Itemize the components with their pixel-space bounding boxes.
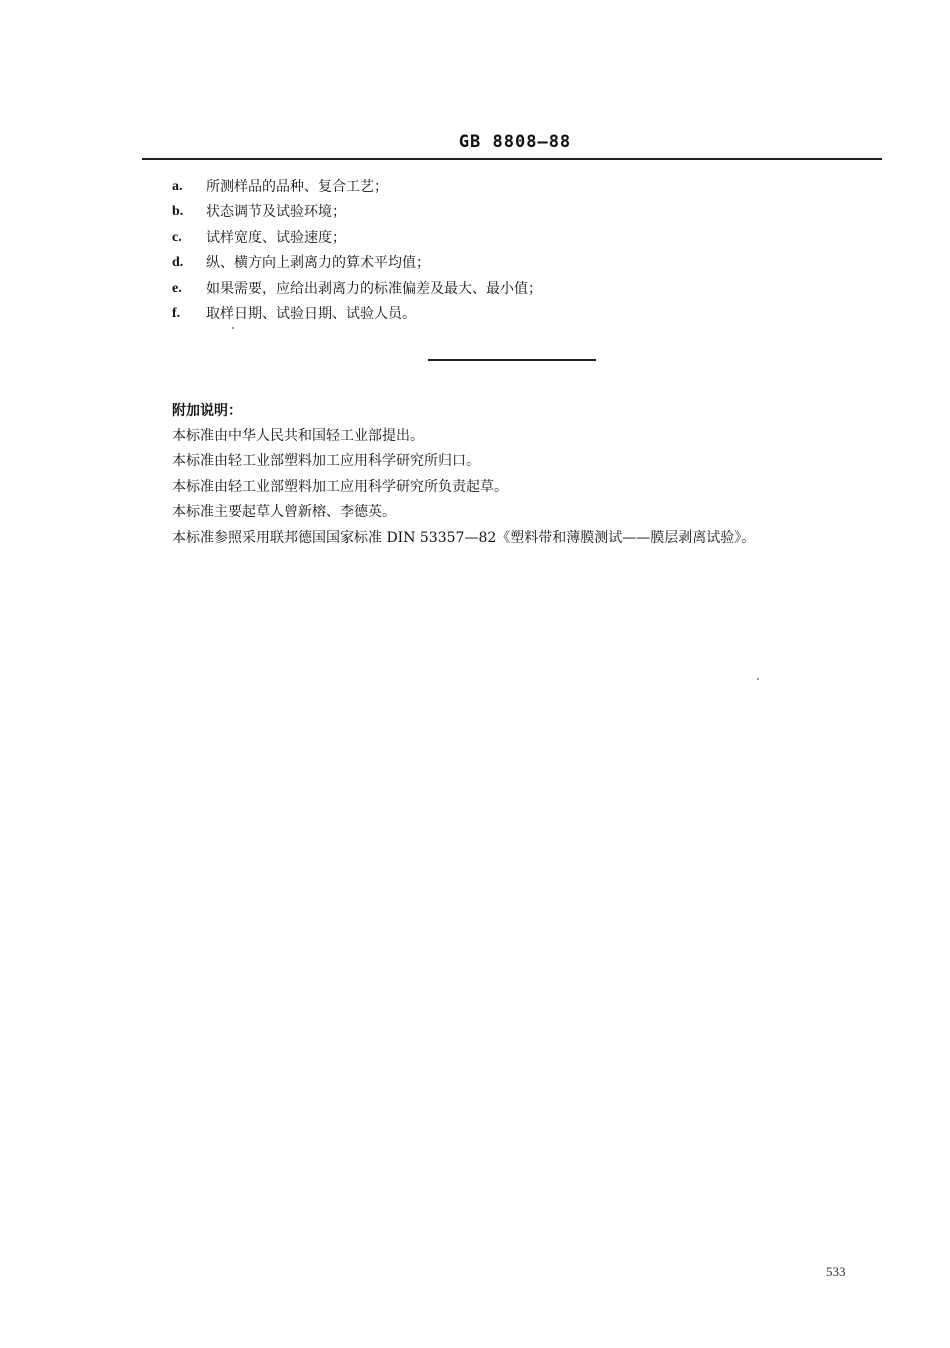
section-separator (428, 359, 596, 361)
item-text: 纵、横方向上剥离力的算术平均值； (206, 255, 430, 272)
scan-speck (232, 327, 234, 329)
item-letter: e. (172, 280, 182, 296)
list-item (172, 278, 872, 303)
item-text: 试样宽度、试验速度； (206, 229, 346, 246)
item-text: 状态调节及试验环境； (206, 204, 346, 221)
list-item (172, 227, 872, 252)
list-item (172, 303, 872, 328)
item-letter: a. (172, 179, 183, 194)
standard-code: GB 8808—88 (458, 132, 572, 152)
item-letter: b. (172, 204, 184, 220)
list-item (172, 201, 872, 226)
list-item (172, 176, 872, 201)
scan-speck (757, 678, 759, 680)
item-letter: f. (172, 305, 181, 321)
list-item (172, 252, 872, 277)
additional-notes (172, 400, 892, 552)
notes-title: 附加说明： (172, 403, 242, 419)
header-rule (142, 158, 882, 160)
page-number: 533 (826, 1264, 846, 1279)
item-text: 如果需要，应给出剥离力的标准偏差及最大、最小值； (206, 280, 542, 297)
notes-line: 本标准参照采用联邦德国国家标准 DIN 53357—82《塑料带和薄膜测试——膜层剥离试验》。 (172, 529, 756, 546)
notes-line: 本标准由中华人民共和国轻工业部提出。 (172, 428, 424, 444)
item-text: 所测样品的品种、复合工艺； (206, 179, 388, 195)
item-letter: d. (172, 255, 184, 271)
notes-line: 本标准由轻工业部塑料加工应用科学研究所负责起草。 (172, 478, 508, 495)
item-letter: c. (172, 229, 182, 245)
notes-line: 本标准由轻工业部塑料加工应用科学研究所归口。 (172, 453, 480, 470)
item-text: 取样日期、试验日期、试验人员。 (206, 305, 416, 322)
notes-line: 本标准主要起草人曾新榕、李德英。 (172, 504, 396, 521)
report-items-list (172, 176, 872, 328)
